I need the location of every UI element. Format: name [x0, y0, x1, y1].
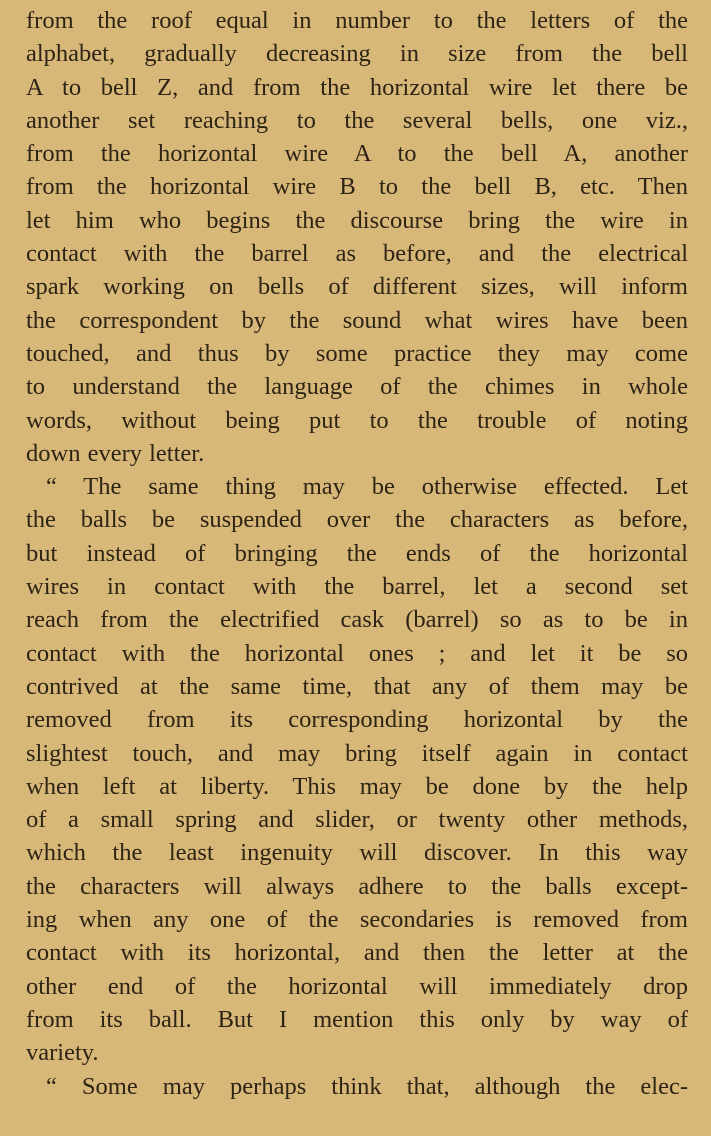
text-line: down every letter.: [26, 439, 205, 467]
text-line: the characters will always adhere to the balls except-: [26, 872, 688, 900]
text-line: spark working on bells of different sizes, will inform: [26, 273, 688, 301]
text-line: the balls be suspended over the characters as before,: [26, 506, 688, 534]
text-line: removed from its corresponding horizontal by the: [26, 706, 688, 734]
text-line: but instead of bringing the ends of the horizontal: [26, 539, 688, 567]
text-line: when left at liberty. This may be done by the help: [26, 772, 688, 800]
text-line: another set reaching to the several bells, one viz.,: [26, 106, 688, 134]
text-line: let him who begins the discourse bring the wire in: [26, 206, 688, 234]
text-line: from its ball. But I mention this only by way of: [26, 1005, 688, 1033]
text-line: wires in contact with the barrel, let a second set: [26, 573, 688, 601]
text-line: touched, and thus by some practice they may come: [26, 339, 688, 367]
text-line: the correspondent by the sound what wires have been: [26, 306, 688, 334]
text-line: “ Some may perhaps think that, although the elec-: [46, 1072, 688, 1100]
text-line: from the roof equal in number to the letters of the: [26, 7, 688, 34]
text-line: to understand the language of the chimes in whole: [26, 373, 688, 401]
text-line: variety.: [26, 1039, 99, 1067]
text-line: contact with its horizontal, and then the letter at the: [26, 939, 688, 967]
text-line: contrived at the same time, that any of them may be: [26, 672, 688, 700]
text-line: of a small spring and slider, or twenty other methods,: [26, 806, 688, 834]
text-line: slightest touch, and may bring itself again in contact: [26, 739, 688, 767]
text-line: which the least ingenuity will discover. In this way: [26, 839, 688, 867]
text-line: from the horizontal wire B to the bell B, etc. Then: [26, 173, 688, 201]
text-line: “ The same thing may be otherwise effected. Let: [46, 473, 688, 501]
text-line: other end of the horizontal will immediately drop: [26, 972, 688, 1000]
text-line: alphabet, gradually decreasing in size from the bell: [26, 40, 688, 68]
text-line: reach from the electrified cask (barrel) so as to be in: [26, 606, 688, 634]
text-line: contact with the barrel as before, and the electrical: [26, 240, 688, 268]
document-page: [26, 4, 688, 1103]
text-line: from the horizontal wire A to the bell A, another: [26, 140, 688, 168]
text-line: words, without being put to the trouble of noting: [26, 406, 688, 434]
text-line: ing when any one of the secondaries is removed from: [26, 906, 688, 934]
text-line: contact with the horizontal ones ; and let it be so: [26, 639, 688, 667]
text-line: A to bell Z, and from the horizontal wire let there be: [26, 73, 688, 101]
